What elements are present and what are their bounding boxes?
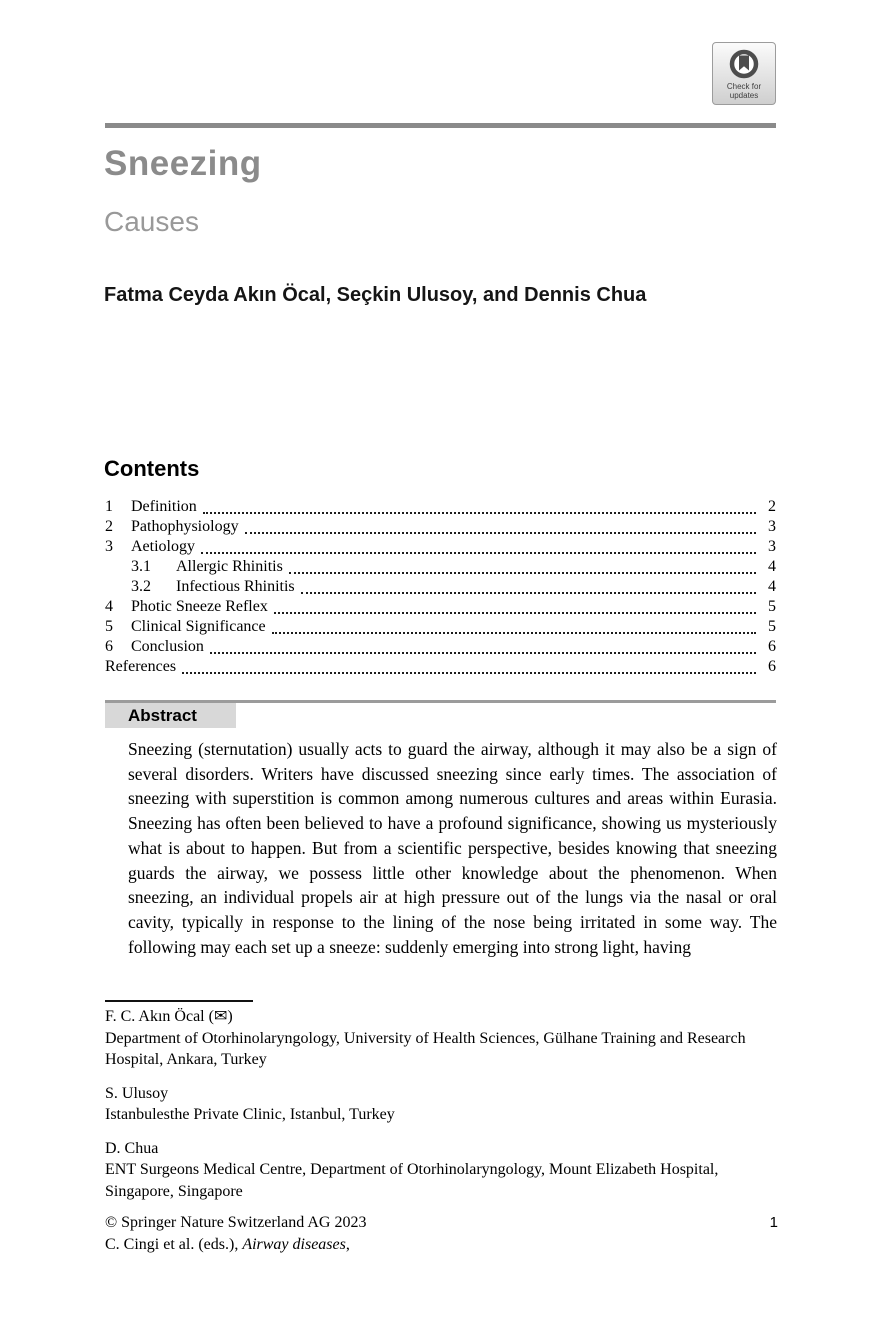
toc-dot-leader xyxy=(289,572,756,574)
toc-label: Photic Sneeze Reflex xyxy=(131,598,268,615)
citation-suffix: , xyxy=(345,1235,350,1253)
toc-page-number: 5 xyxy=(768,598,776,615)
footnote-author: D. Chua xyxy=(105,1139,159,1157)
footnote-group-chua xyxy=(105,1138,776,1203)
toc-entry-references[interactable] xyxy=(105,657,776,677)
toc-entry-clinical-significance[interactable] xyxy=(105,617,776,637)
toc-number: 3.1 xyxy=(131,558,151,575)
toc-label: Aetiology xyxy=(131,538,195,555)
footnote-author: S. Ulusoy xyxy=(105,1084,169,1102)
toc-dot-leader xyxy=(210,652,756,654)
toc-label: Allergic Rhinitis xyxy=(176,558,283,575)
footnote-author: F. C. Akın Öcal (✉) xyxy=(105,1008,233,1025)
toc-dot-leader xyxy=(272,632,756,634)
imprint-footer xyxy=(105,1212,705,1255)
toc-page-number: 6 xyxy=(768,638,776,655)
chapter-title: Sneezing xyxy=(104,144,262,183)
toc-label: Clinical Significance xyxy=(131,618,266,635)
badge-label-line1: Check for xyxy=(726,81,762,91)
citation-prefix: C. Cingi et al. (eds.), xyxy=(105,1235,243,1253)
abstract-paragraph: Sneezing (sternutation) usually acts to guard the airway, although it may also be a sign of several disorders. Writers have discussed sneezing since early times. The association of sneezing with superstition is common among numerous cultures and areas within Eurasia. Sneezing has often been believed to have a profound significance, showing us mysteriously what is about to happen. But from a scientific perspective, besides knowing that sneezing guards the airway, we possess little other knowledge about the phenomenon. When sneezing, an individual propels air at high pressure out of the lungs via the nasal or oral cavity, typically in response to the lining of the nose being irritated in some way. The following may each set up a sneeze: suddenly emerging into strong light, having xyxy=(128,739,777,957)
toc-number: 2 xyxy=(105,518,113,535)
page-number: 1 xyxy=(769,1214,778,1231)
citation-line xyxy=(105,1234,705,1256)
toc-label: References xyxy=(105,658,177,675)
abstract-label: Abstract xyxy=(105,703,236,728)
footnote-group-ulusoy xyxy=(105,1083,776,1126)
toc-page-number: 3 xyxy=(768,518,776,535)
toc-page-number: 4 xyxy=(768,578,776,595)
toc-number: 3 xyxy=(105,538,113,555)
toc-entry-definition[interactable] xyxy=(105,497,776,517)
toc-number: 1 xyxy=(105,498,113,515)
footnote-divider xyxy=(105,1000,253,1002)
footnote-affiliation: Istanbulesthe Private Clinic, Istanbul, Turkey xyxy=(105,1106,395,1123)
toc-page-number: 4 xyxy=(768,558,776,575)
toc-page-number: 2 xyxy=(768,498,776,515)
toc-label: Definition xyxy=(131,498,197,515)
authors-line: Fatma Ceyda Akın Öcal, Seçkin Ulusoy, and Dennis Chua xyxy=(104,284,647,306)
toc-label: Infectious Rhinitis xyxy=(176,578,295,595)
book-title: Airway diseases xyxy=(242,1235,346,1253)
toc-dot-leader xyxy=(245,532,756,534)
toc-label: Conclusion xyxy=(131,638,204,655)
toc-entry-conclusion[interactable] xyxy=(105,637,776,657)
toc-entry-photic-sneeze-reflex[interactable] xyxy=(105,597,776,617)
toc-number: 4 xyxy=(105,598,113,615)
toc-entry-infectious-rhinitis[interactable] xyxy=(105,577,776,597)
toc-number: 5 xyxy=(105,618,113,635)
toc-dot-leader xyxy=(274,612,756,614)
toc-entry-aetiology[interactable] xyxy=(105,537,776,557)
footnote-affiliation: Department of Otorhinolaryngology, University of Health Sciences, Gülhane Training and Research Hospital, Ankara, Turkey xyxy=(105,1029,746,1068)
toc-page-number: 6 xyxy=(768,658,776,675)
copyright-line: © Springer Nature Switzerland AG 2023 xyxy=(105,1214,367,1231)
toc-dot-leader xyxy=(203,512,756,514)
toc-entry-allergic-rhinitis[interactable] xyxy=(105,557,776,577)
toc-dot-leader xyxy=(182,672,756,674)
toc-label: Pathophysiology xyxy=(131,518,239,535)
toc-number: 6 xyxy=(105,638,113,655)
toc-dot-leader xyxy=(301,592,756,594)
toc-page-number: 3 xyxy=(768,538,776,555)
footnote-group-ocal xyxy=(105,1006,776,1071)
contents-heading: Contents xyxy=(104,456,200,481)
check-for-updates-badge[interactable] xyxy=(712,42,776,105)
footnote-affiliation: ENT Surgeons Medical Centre, Department of Otorhinolaryngology, Mount Elizabeth Hospital, Singapore, Singapore xyxy=(105,1161,719,1200)
toc-number: 3.2 xyxy=(131,578,151,595)
footnotes-block xyxy=(105,1006,776,1214)
table-of-contents xyxy=(105,497,776,677)
badge-label-line2: updates xyxy=(729,90,759,100)
toc-dot-leader xyxy=(201,552,756,554)
toc-page-number: 5 xyxy=(768,618,776,635)
header-divider xyxy=(105,123,776,128)
bookmark-circle-icon xyxy=(728,48,760,80)
toc-entry-pathophysiology[interactable] xyxy=(105,517,776,537)
chapter-subtitle: Causes xyxy=(104,206,199,237)
